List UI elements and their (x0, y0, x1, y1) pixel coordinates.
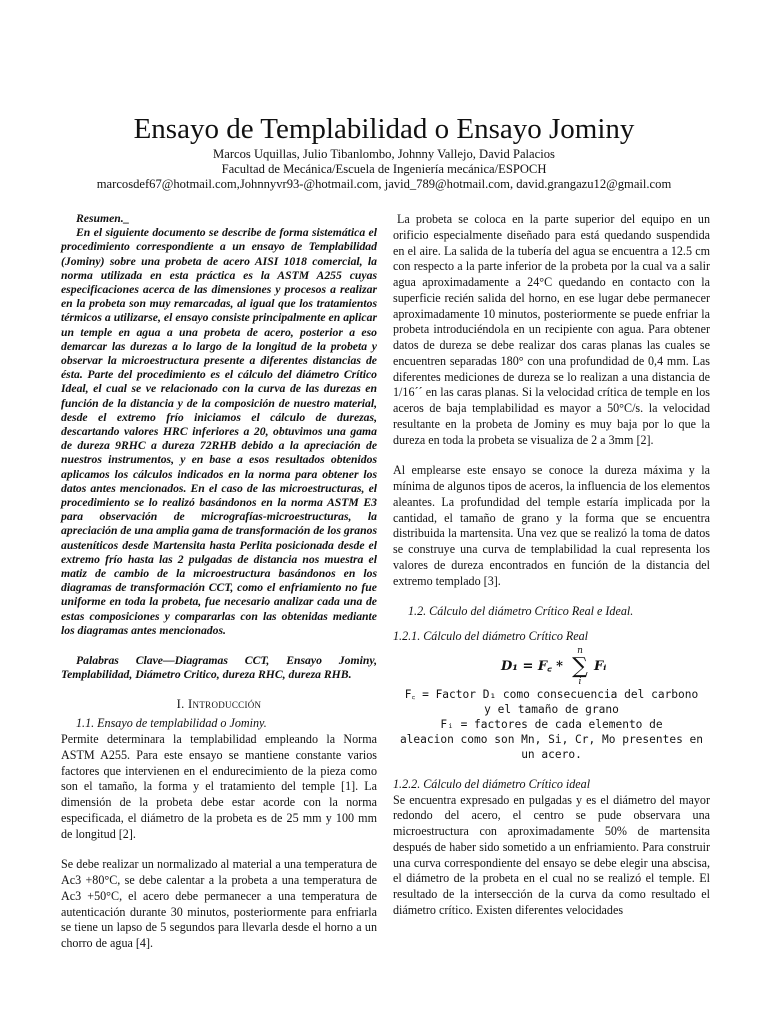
formula-definition: y el tamaño de grano (484, 702, 619, 716)
left-column (61, 212, 377, 952)
section-heading-introduction (61, 697, 377, 713)
abstract-label: Resumen._ (76, 212, 130, 225)
abstract-text: En el siguiente documento se describe de forma sistemática el procedimiento correspondiente a un ensayo de Templabilidad (Jominy) sobre una probeta de acero AISI 1018 comercial, la norma utilizada en esta práctica es la ASTM A255 cuyas especificaciones acerca de las dimensiones y procesos a realizar en la probeta son muy remarcadas, al igual que los tratamientos térmicos a utilizarse, el ensayo consiste principalmente en aplicar un temple en agua a una probeta de acero, posterior a eso demarcar las durezas a lo largo de la longitud de la probeta y observar la microestructura presente a diferentes distancias de ésta. Parte del procedimiento es el cálculo del diámetro Crítico Ideal, el cual se ve relacionado con la curva de las durezas en función de la distancia y de la composición de nuestro material, desde el extremo frío iniciamos el cálculo de durezas, descartando valores HRC inferiores a 20, obtuvimos una gama de dureza 9RHC a dureza 72RHB debido a la apreciación de nuestros instrumentos, y en base a esos resultados obtenidos aplicamos los cálculos indicados en la norma para obtener los datos antes mencionados. En el caso de las microestructuras, el procedimiento se lo realizó basándonos en la norma ASTM E3 para observación de micrografías-microestructuras, la apreciación de una amplia gama de transformación de los granos austeníticos desde Martensita hasta Perlita posicionada desde el extremo frío hasta las 2 pulgadas de distancia nos muestra el matiz de cambio de la microestructura basándonos en los diagramas de transformación CCT, como el enfriamiento no fue uniforme en toda la probeta, fue necesario analizar cada una de estas composiciones y compararlas con las obtenidas mediante los diagramas antes mencionados. (61, 226, 377, 637)
paragraph: Se debe realizar un normalizado al material a una temperatura de Ac3 +80°C, se debe calentar a la probeta a una temperatura de Ac3 +50°C, el acero debe permanecer a una temperatura de autenticación durante 30 minutos, posteriormente para enfriarla se tiene un lapso de 5 segundos para llevarla desde el horno a un chorro de agua [4]. (61, 857, 377, 950)
section-number: I. (176, 696, 185, 711)
subsection-1-2: 1.2. Cálculo del diámetro Crítico Real e Ideal. (408, 604, 634, 619)
paragraph: Al emplearse este ensayo se conoce la dureza máxima y la mínima de algunos tipos de aceros, la influencia de los elementos aleantes. La profundidad del temple estaría implicada por la cantidad, el tamaño de grano y la forma que se encuentra distribuida la martensita. Una vez que se realizó la toma de datos se construye una curva de templabilidad la cual representa los valores de dureza encontrados en función de la distancia del extremo templado [3]. (393, 463, 710, 588)
paper-header (0, 112, 768, 192)
paper-title: Ensayo de Templabilidad o Ensayo Jominy (133, 113, 635, 145)
paragraph: La probeta se coloca en la parte superior del equipo en un orificio especialmente diseñado para está quedando suspendida en el aire. La salida de la tubería del agua se encuentra a 12.5 cm con respecto a la parte inferior de la probeta por la cual va a salir agua aproximadamente a 24°C quedando en contacto con la superficie recién salida del horno, en ese lugar debe permanecer aproximadamente 10 minutos, posteriormente se puede enfriar la probeta introduciéndola en un recipiente con agua. Para obtener datos de dureza se debe realizar dos caras planas las cuales se encuentren separadas 180° con una profundidad de 0,4 mm. Las diferentes mediciones de dureza se lo realizan a una distancia de 1/16´´ en las caras planas. Si la velocidad crítica de temple en los aceros de baja templabilidad es mayor a 50°C/s. la velocidad resultante en la probeta de Jominy es muy baja por lo que la dureza en toda la probeta se visualiza de 2 a 3mm [2]. (393, 212, 710, 447)
right-column (393, 212, 710, 919)
abstract (61, 212, 377, 638)
formula-d1 (393, 645, 710, 687)
email-list: marcosdef67@hotmail.com,Johnnyvr93-@hotmail.com, javid_789@hotmail.com, david.grangazu12@gmail.com (96, 177, 672, 191)
formula-lhs: D₁ = F꜀ * (501, 658, 563, 674)
formula-definition: F꜀ = Factor D₁ como consecuencia del carbono (404, 687, 699, 701)
paragraph: Se encuentra expresado en pulgadas y es el diámetro del mayor redondo del acero, el centro se pude observara una microestructura con aproximadamente 50% de martensita después de haber sido sometido a un enfriamiento. Para construir una curva correspondiente del ensayo se debe elegir una abscisa, el diámetro de la probeta en el cual no se realizó el temple. El resultado de la intersección de la curva da como resultado el diámetro crítico. Existen diferentes velocidades (393, 792, 710, 917)
subsection-1-1: 1.1. Ensayo de templabilidad o Jominy. (76, 716, 267, 731)
subsection-1-2-2: 1.2.2. Cálculo del diámetro Crítico ideal (393, 776, 591, 791)
subsection-1-2-1: 1.2.1. Cálculo del diámetro Crítico Real (393, 629, 589, 643)
formula-definition: Fᵢ = factores de cada elemento de (440, 717, 663, 731)
summation-symbol: n ∑ i (572, 645, 588, 687)
paragraph: Permite determinara la templabilidad empleando la Norma ASTM A255. Para este ensayo se mantiene constante varios factores que intervienen en el endurecimiento de la pieza como son el tamaño, la forma y el tratamiento del temple [1]. La dimensión de la probeta debe estar acorde con la norma especificada, el diámetro de la probeta es de 25 mm y 100 mm de longitud [2]. (61, 732, 377, 841)
formula-rhs: Fᵢ (594, 658, 607, 674)
keywords: Palabras Clave—Diagramas CCT, Ensayo Jominy, Templabilidad, Diámetro Critico, dureza RHC, dureza RHB. (61, 654, 377, 682)
formula-definition: aleacion como son Mn, Si, Cr, Mo presentes en un acero. (399, 732, 704, 761)
author-list: Marcos Uquillas, Julio Tibanlombo, Johnny Vallejo, David Palacios (213, 147, 555, 161)
affiliation: Facultad de Mecánica/Escuela de Ingeniería mecánica/ESPOCH (221, 162, 547, 176)
section-title: Introducción (188, 696, 262, 711)
